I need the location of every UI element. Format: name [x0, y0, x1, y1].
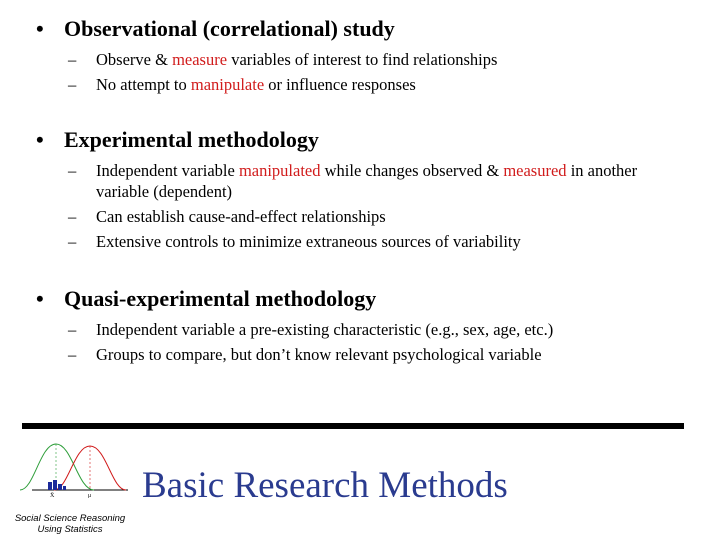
sub-bullet-text: or influence responses	[264, 75, 416, 94]
sub-bullet-text: Extensive controls to minimize extraneous sources of variability	[96, 232, 521, 251]
sub-bullet	[60, 49, 690, 70]
sub-bullet-text: Groups to compare, but don’t know relevant psychological variable	[96, 345, 542, 364]
bullet-marker: •	[36, 286, 44, 311]
sub-bullet-text: Independent variable	[96, 161, 239, 180]
sub-bullet-text: while changes observed &	[320, 161, 504, 180]
highlight-text: manipulate	[190, 75, 265, 94]
logo-caption-line: Using Statistics	[37, 524, 103, 535]
highlight-text: manipulated	[238, 161, 321, 180]
heading-text: Experimental methodology	[64, 127, 319, 152]
dash-marker: –	[68, 75, 77, 94]
sub-bullet	[60, 231, 690, 252]
dash-marker: –	[68, 50, 77, 69]
heading-text: Observational (correlational) study	[64, 16, 395, 41]
bullet-quasi-experimental	[36, 285, 690, 369]
bullet-marker: •	[36, 127, 44, 152]
highlight-text: measure	[172, 50, 228, 69]
logo-caption	[0, 513, 140, 535]
logo-bar	[58, 484, 62, 490]
sub-list	[60, 160, 690, 252]
bullet-heading	[36, 15, 690, 43]
bullet-marker: •	[36, 16, 44, 41]
normal-curves-logo	[14, 436, 132, 498]
sub-list	[60, 49, 690, 95]
sub-bullet-text: Independent variable a pre-existing characteristic (e.g., sex, age, etc.)	[96, 320, 554, 339]
sub-bullet	[60, 344, 690, 365]
sub-list	[60, 319, 690, 365]
heading-text: Quasi-experimental methodology	[64, 286, 377, 311]
dash-marker: –	[68, 320, 77, 339]
bullet-heading	[36, 285, 690, 313]
sub-bullet	[60, 74, 690, 95]
dash-marker: –	[68, 232, 77, 251]
sub-bullet-text: in another variable (dependent)	[96, 161, 638, 201]
logo-label-left: X̄	[50, 493, 55, 498]
dash-marker: –	[68, 345, 77, 364]
sub-bullet	[60, 160, 690, 202]
bullet-observational	[36, 15, 690, 99]
logo-bar	[48, 482, 52, 490]
footer-divider	[22, 423, 684, 429]
sub-bullet-text: variables of interest to find relationships	[227, 50, 498, 69]
logo-label-right: μ	[88, 493, 92, 498]
footer-title: Basic Research Methods	[142, 465, 508, 506]
sub-bullet-text: Observe &	[96, 50, 173, 69]
highlight-text: measured	[503, 161, 567, 180]
dash-marker: –	[68, 161, 77, 180]
sub-bullet	[60, 206, 690, 227]
sub-bullet	[60, 319, 690, 340]
sub-bullet-text: No attempt to	[96, 75, 191, 94]
logo-bar	[63, 486, 66, 490]
dash-marker: –	[68, 207, 77, 226]
sub-bullet-text: Can establish cause-and-effect relationships	[96, 207, 386, 226]
logo-caption-line: Social Science Reasoning	[14, 513, 126, 524]
bullet-experimental	[36, 126, 690, 256]
bullet-heading	[36, 126, 690, 154]
logo-bar	[53, 480, 57, 490]
